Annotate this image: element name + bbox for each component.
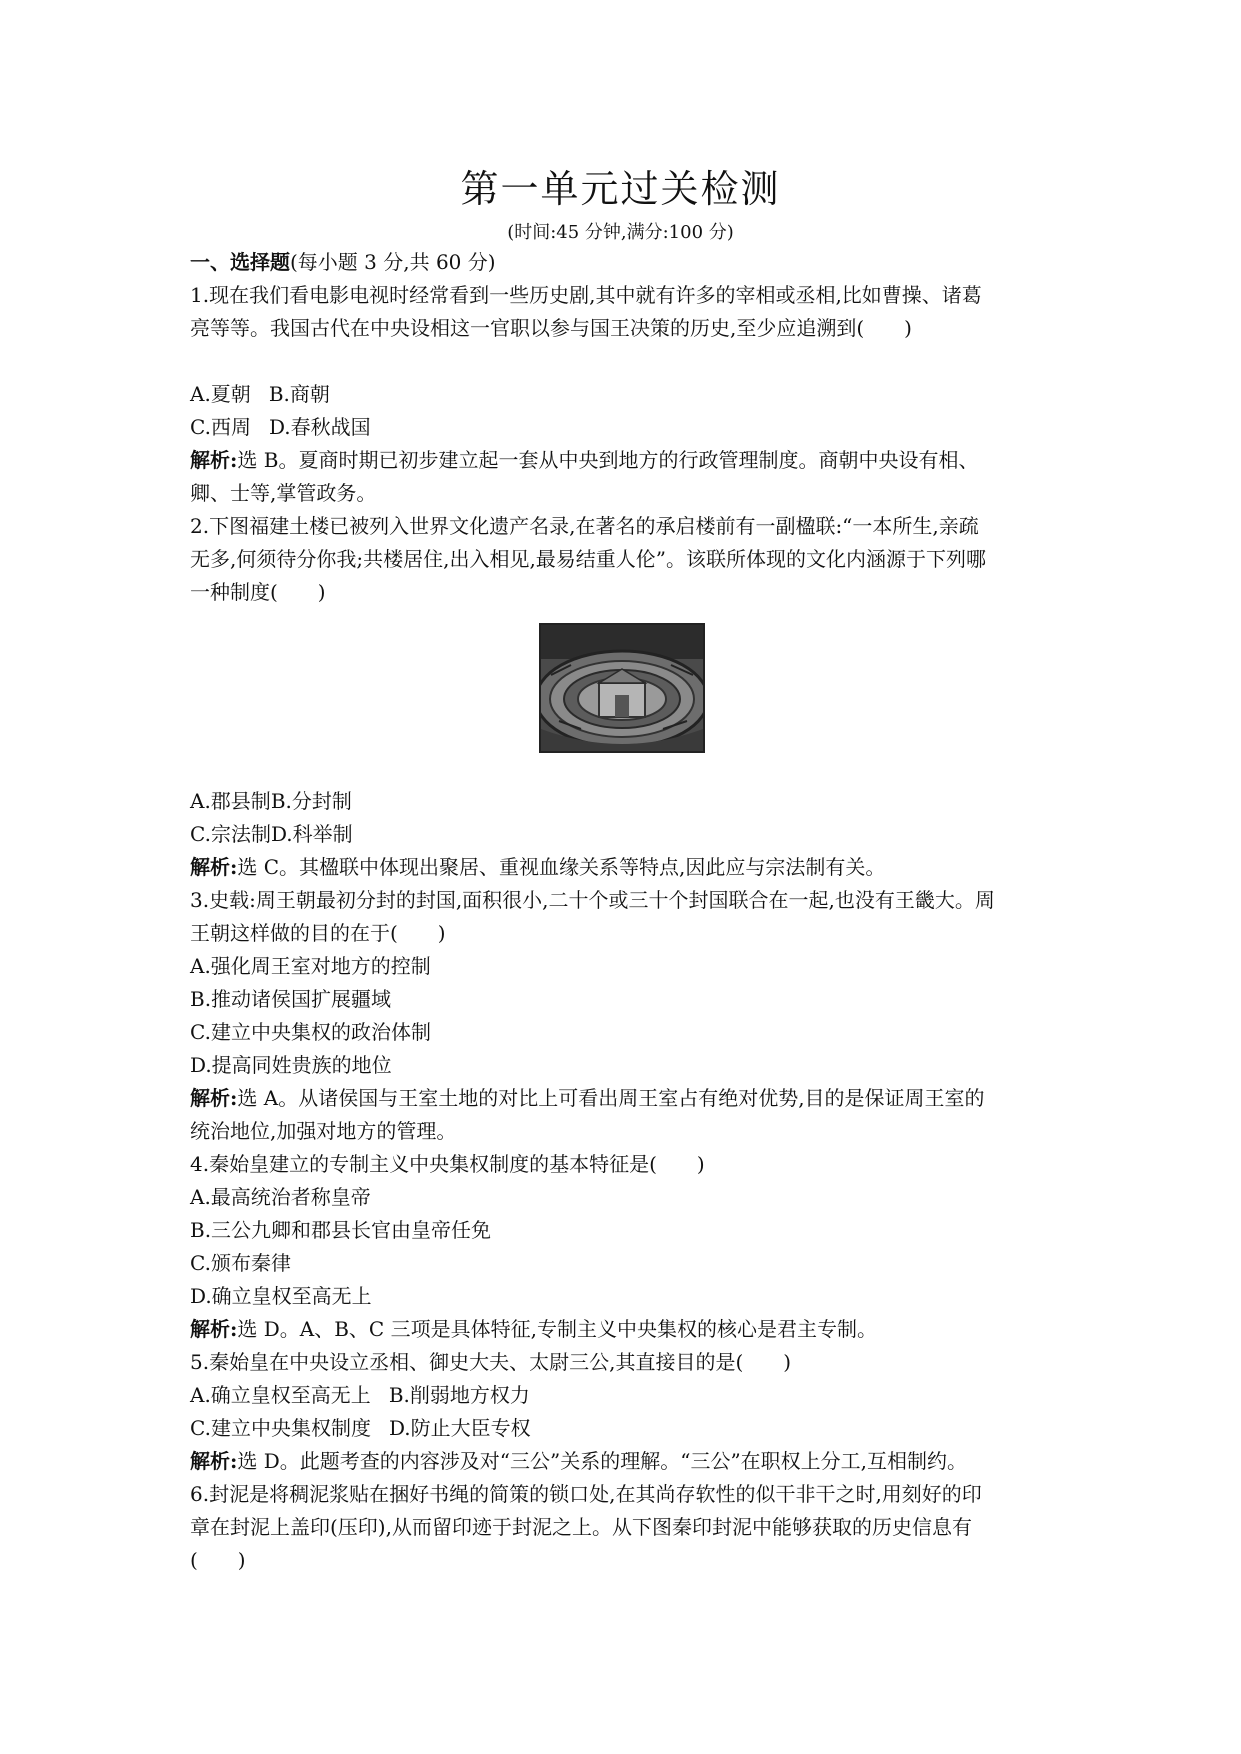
spacer bbox=[190, 345, 1060, 378]
option-d: D.春秋战国 bbox=[268, 415, 371, 439]
question-2-stem-line: 无多,何须待分你我;共楼居住,出入相见,最易结重人伦”。该联所体现的文化内涵源于下列哪 bbox=[190, 547, 987, 571]
question-3-stem-line: 3.史载:周王朝最初分封的封国,面积很小,二十个或三十个封国联合在一起,也没有王畿大。周 bbox=[190, 888, 995, 912]
question-6-stem-line: 6.封泥是将稠泥浆贴在捆好书绳的简策的锁口处,在其尚存软性的似干非干之时,用刻好的印 bbox=[190, 1482, 982, 1506]
section-label: 一、选择题 bbox=[190, 250, 290, 274]
option-b: B.三公九卿和郡县长官由皇帝任免 bbox=[190, 1218, 492, 1242]
question-3-stem-line: 王朝这样做的目的在于( ) bbox=[190, 921, 446, 945]
question-6-stem-line: 章在封泥上盖印(压印),从而留印迹于封泥之上。从下图秦印封泥中能够获取的历史信息有 bbox=[190, 1515, 972, 1539]
analysis-label: 解析: bbox=[190, 1086, 238, 1110]
question-2-stem-line: 一种制度( ) bbox=[190, 580, 326, 604]
analysis-label: 解析: bbox=[190, 1449, 238, 1473]
section-note: (每小题 3 分,共 60 分) bbox=[290, 250, 496, 274]
question-3-analysis-line: 统治地位,加强对地方的管理。 bbox=[190, 1119, 457, 1143]
analysis-label: 解析: bbox=[190, 1317, 238, 1341]
option-a: A.夏朝 bbox=[190, 382, 251, 406]
question-4-analysis bbox=[190, 1313, 1060, 1346]
option-b: B.削弱地方权力 bbox=[388, 1383, 530, 1407]
question-1-stem-line: 1.现在我们看电影电视时经常看到一些历史剧,其中就有许多的宰相或丞相,比如曹操、诸葛 bbox=[190, 283, 982, 307]
option-d: D.提高同姓贵族的地位 bbox=[190, 1053, 392, 1077]
question-2-options-row bbox=[190, 818, 1060, 851]
option-d: D.科举制 bbox=[270, 822, 353, 846]
question-3-analysis bbox=[190, 1082, 1060, 1115]
analysis-text: 选 B。夏商时期已初步建立起一套从中央到地方的行政管理制度。商朝中央设有相、 bbox=[237, 448, 979, 472]
question-5-analysis bbox=[190, 1445, 1060, 1478]
question-1-options-row bbox=[190, 411, 1060, 444]
analysis-text: 选 D。A、B、C 三项是具体特征,专制主义中央集权的核心是君主专制。 bbox=[237, 1317, 877, 1341]
tulou-photo bbox=[539, 623, 705, 753]
question-6-stem-line: ( ) bbox=[190, 1548, 246, 1572]
question-2-options-row bbox=[190, 785, 1060, 818]
option-c: C.建立中央集权的政治体制 bbox=[190, 1020, 431, 1044]
option-c: C.建立中央集权制度 bbox=[190, 1416, 371, 1440]
question-2-stem-line: 2.下图福建土楼已被列入世界文化遗产名录,在著名的承启楼前有一副楹联:“一本所生,亲疏 bbox=[190, 514, 979, 538]
analysis-text: 选 D。此题考查的内容涉及对“三公”关系的理解。“三公”在职权上分工,互相制约。 bbox=[237, 1449, 968, 1473]
analysis-label: 解析: bbox=[190, 855, 238, 879]
question-5-options-row bbox=[190, 1412, 1060, 1445]
option-c: C.颁布秦律 bbox=[190, 1251, 291, 1275]
section-heading bbox=[190, 246, 1060, 279]
option-d: D.确立皇权至高无上 bbox=[190, 1284, 372, 1308]
tulou-figure bbox=[190, 609, 1060, 785]
question-5-stem-line: 5.秦始皇在中央设立丞相、御史大夫、太尉三公,其直接目的是( ) bbox=[190, 1350, 792, 1374]
option-b: B.推动诸侯国扩展疆域 bbox=[190, 987, 392, 1011]
question-1-options-row bbox=[190, 378, 1060, 411]
exam-info: (时间:45 分钟,满分:100 分) bbox=[507, 222, 734, 243]
question-list bbox=[190, 246, 1060, 1577]
question-4-stem-line: 4.秦始皇建立的专制主义中央集权制度的基本特征是( ) bbox=[190, 1152, 705, 1176]
option-a: A.确立皇权至高无上 bbox=[190, 1383, 371, 1407]
option-c: C.宗法制 bbox=[190, 822, 271, 846]
analysis-text: 选 C。其楹联中体现出聚居、重视血缘关系等特点,因此应与宗法制有关。 bbox=[237, 855, 886, 879]
option-b: B.商朝 bbox=[268, 382, 330, 406]
question-5-options-row bbox=[190, 1379, 1060, 1412]
tulou-image bbox=[541, 625, 703, 751]
analysis-text: 选 A。从诸侯国与王室土地的对比上可看出周王室占有绝对优势,目的是保证周王室的 bbox=[237, 1086, 985, 1110]
option-c: C.西周 bbox=[190, 415, 251, 439]
analysis-label: 解析: bbox=[190, 448, 238, 472]
question-1-analysis-line: 卿、士等,掌管政务。 bbox=[190, 481, 377, 505]
question-1-stem-line: 亮等等。我国古代在中央设相这一官职以参与国王决策的历史,至少应追溯到( ) bbox=[190, 316, 912, 340]
option-b: B.分封制 bbox=[270, 789, 352, 813]
question-1-analysis bbox=[190, 444, 1060, 477]
option-a: A.最高统治者称皇帝 bbox=[190, 1185, 371, 1209]
option-a: A.强化周王室对地方的控制 bbox=[190, 954, 431, 978]
option-a: A.郡县制 bbox=[190, 789, 271, 813]
page-title: 第一单元过关检测 bbox=[460, 167, 781, 211]
question-2-analysis bbox=[190, 851, 1060, 884]
option-d: D.防止大臣专权 bbox=[388, 1416, 531, 1440]
